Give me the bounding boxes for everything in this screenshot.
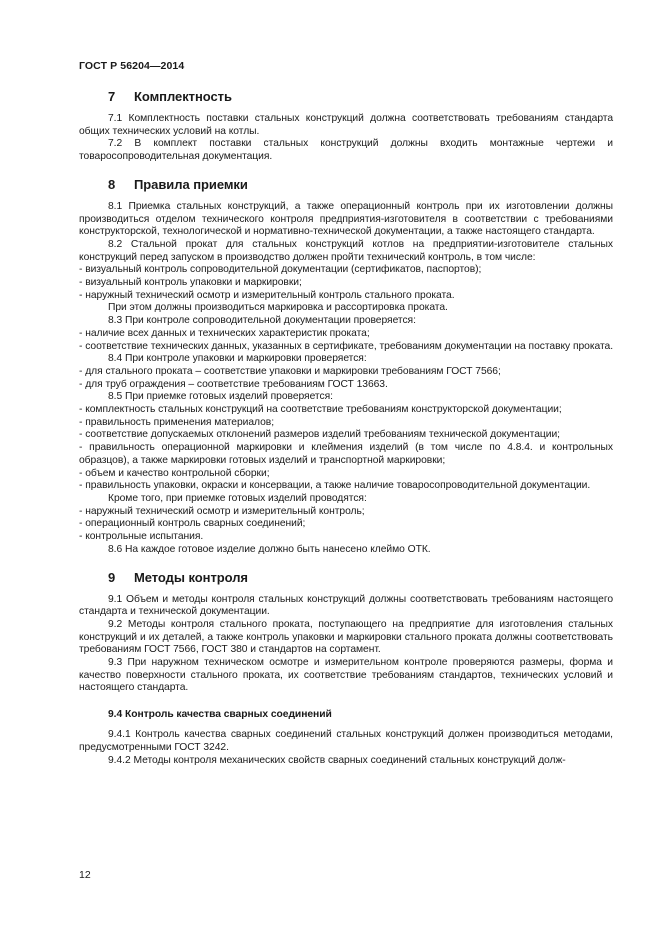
- paragraph-7-1: 7.1 Комплектность поставки стальных конструкций должна соответствовать требованиям стандарта общих технических условий на котлы.: [79, 113, 613, 137]
- paragraph-8-1: 8.1 Приемка стальных конструкций, а также операционный контроль при их изготовлении должны производиться отделом технического контроля предприятия-изготовителя в соответствии с требованиями конструкторской, технологической и нормативно-технической документации, а также настоящего стандарта.: [79, 200, 613, 238]
- list-item: - для стального проката – соответствие упаковки и маркировки требованиям ГОСТ 7566;: [79, 365, 501, 377]
- section-number: 7: [108, 89, 116, 104]
- list-note: При этом должны производиться маркировка и рассортировка проката.: [108, 302, 448, 314]
- list-item: - визуальный контроль упаковки и маркировки;: [79, 277, 302, 289]
- list-item: - наличие всех данных и технических характеристик проката;: [79, 327, 370, 339]
- list-item: - контрольные испытания.: [79, 531, 204, 543]
- section-7-heading: [108, 89, 613, 105]
- list-item: - комплектность стальных конструкций на соответствие требованиям конструкторской документации;: [79, 404, 562, 416]
- list-item: - наружный технический осмотр и измерительный контроль стального проката.: [79, 289, 455, 301]
- list-item: - правильность применения материалов;: [79, 416, 275, 428]
- paragraph-9-4-1: 9.4.1 Контроль качества сварных соединений стальных конструкций должен производиться методами, предусмотренными ГОСТ 3242.: [79, 729, 613, 753]
- list-item: - соответствие технических данных, указанных в сертификате, требованиям документации на поставку проката.: [79, 340, 614, 352]
- list-item: - наружный технический осмотр и измерительный контроль;: [79, 505, 365, 517]
- paragraph-8-5b: Кроме того, при приемке готовых изделий проводятся:: [108, 492, 367, 504]
- section-number: 9: [108, 569, 116, 585]
- list-item: - операционный контроль сварных соединений;: [79, 518, 306, 530]
- list-item: - правильность упаковки, окраски и консервации, а также наличие товаросопроводительной документации.: [79, 480, 591, 492]
- list-item: - соответствие допускаемых отклонений размеров изделий требованиям технической документации;: [79, 429, 560, 441]
- paragraph-8-5: 8.5 При приемке готовых изделий проверяется:: [108, 391, 333, 403]
- paragraph-8-3: 8.3 При контроле сопроводительной документации проверяется:: [108, 315, 416, 327]
- list-item: - объем и качество контрольной сборки;: [79, 467, 270, 479]
- section-title: Правила приемки: [134, 176, 248, 192]
- document-body: [79, 89, 613, 767]
- paragraph-9-1: 9.1 Объем и методы контроля стальных конструкций должны соответствовать требованиям настоящего стандарта и технической документации.: [79, 593, 613, 618]
- list-item: - визуальный контроль сопроводительной документации (сертификатов, паспортов);: [79, 264, 482, 276]
- list-item: - правильность операционной маркировки и клеймения изделий (в том числе по 4.8.4. и контрольных образцов), а также маркировки готовых изделий и транспортной маркировки;: [79, 442, 613, 466]
- paragraph-7-2: 7.2 В комплект поставки стальных конструкций должны входить монтажные чертежи и товаросопроводительная документация.: [79, 138, 613, 163]
- section-title: Комплектность: [134, 89, 232, 104]
- list-item: - для труб ограждения – соответствие требованиям ГОСТ 13663.: [79, 378, 388, 390]
- section-number: 8: [108, 176, 116, 192]
- paragraph-8-4: 8.4 При контроле упаковки и маркировки проверяется:: [108, 353, 367, 365]
- page-number: 12: [79, 869, 91, 881]
- paragraph-9-3: 9.3 При наружном техническом осмотре и измерительном контроле проверяются размеры, форма и качество поверхности стального проката, их соответствие требованиям стандартов, технических условий и настоящего стандарта.: [79, 657, 613, 694]
- paragraph-9-4-2: 9.4.2 Методы контроля механических свойств сварных соединений стальных конструкций долж-: [108, 754, 566, 766]
- paragraph-8-6: 8.6 На каждое готовое изделие должно быть нанесено клеймо ОТК.: [108, 543, 431, 555]
- paragraph-8-2: 8.2 Стальной прокат для стальных конструкций котлов на предприятии-изготовителе стальных конструкций перед запуском в производство должен пройти технический контроль, в том числе:: [79, 238, 613, 263]
- section-9-heading: [108, 570, 613, 586]
- section-8-heading: [108, 177, 613, 193]
- paragraph-9-2: 9.2 Методы контроля стального проката, поступающего на предприятие для изготовления стальных конструкций и их деталей, а также контроль упаковки и маркировки стального проката должны соответствовать требованиям ГОСТ 7566, ГОСТ 380 и стандартов на сортамент.: [79, 618, 613, 656]
- document-header: ГОСТ Р 56204—2014: [79, 60, 185, 72]
- subsection-9-4-heading: 9.4 Контроль качества сварных соединений: [108, 709, 332, 721]
- section-title: Методы контроля: [134, 569, 248, 585]
